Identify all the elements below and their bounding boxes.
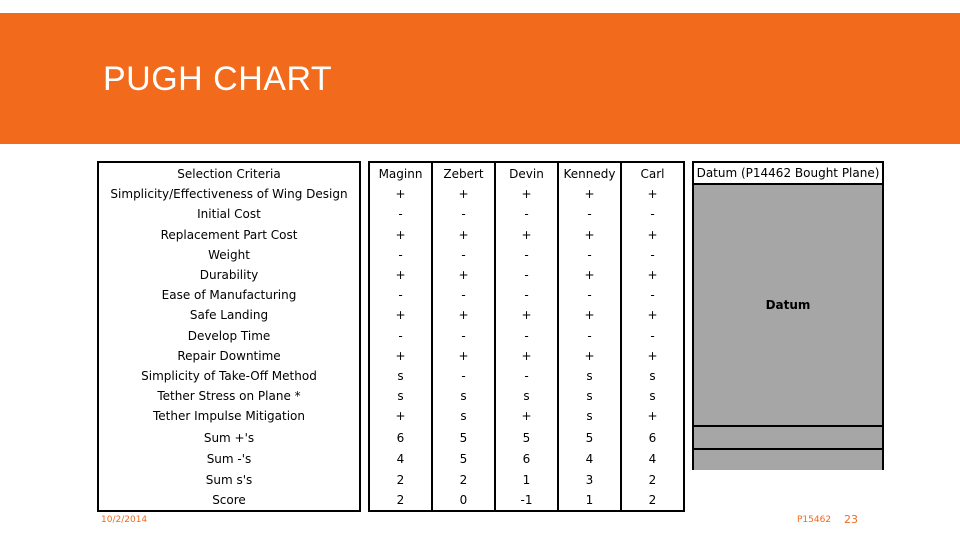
column-gap bbox=[360, 470, 369, 490]
column-gap bbox=[684, 426, 693, 448]
option-header: Maginn bbox=[369, 162, 432, 184]
rating-cell: - bbox=[621, 204, 684, 224]
rating-cell: - bbox=[369, 204, 432, 224]
column-gap bbox=[684, 470, 693, 490]
column-gap bbox=[684, 449, 693, 470]
criterion-label: Weight bbox=[98, 245, 360, 265]
rating-cell: + bbox=[432, 225, 495, 245]
sum-label: Score bbox=[98, 490, 360, 511]
sum-value: 6 bbox=[621, 426, 684, 448]
header-row bbox=[98, 162, 883, 184]
footer-project-code: P15462 bbox=[797, 515, 832, 525]
datum-blank-cell bbox=[693, 470, 883, 490]
sum-value: 3 bbox=[558, 470, 621, 490]
column-gap bbox=[360, 245, 369, 265]
column-gap bbox=[360, 225, 369, 245]
datum-cell: Datum bbox=[693, 184, 883, 426]
criterion-label: Safe Landing bbox=[98, 305, 360, 325]
column-gap bbox=[684, 245, 693, 265]
column-gap bbox=[360, 386, 369, 406]
column-gap bbox=[684, 406, 693, 426]
sum-value: 2 bbox=[621, 490, 684, 511]
rating-cell: + bbox=[558, 184, 621, 204]
rating-cell: - bbox=[495, 326, 558, 346]
sum-row bbox=[98, 426, 883, 448]
column-gap bbox=[684, 490, 693, 511]
sum-value: 2 bbox=[621, 470, 684, 490]
rating-cell: - bbox=[495, 366, 558, 386]
rating-cell: s bbox=[558, 386, 621, 406]
rating-cell: - bbox=[432, 366, 495, 386]
rating-cell: - bbox=[432, 245, 495, 265]
column-gap bbox=[360, 490, 369, 511]
rating-cell: - bbox=[558, 245, 621, 265]
rating-cell: + bbox=[558, 305, 621, 325]
criteria-header: Selection Criteria bbox=[98, 162, 360, 184]
column-gap bbox=[360, 162, 369, 184]
column-gap bbox=[360, 265, 369, 285]
column-gap bbox=[684, 225, 693, 245]
criterion-label: Simplicity of Take-Off Method bbox=[98, 366, 360, 386]
column-gap bbox=[684, 305, 693, 325]
rating-cell: - bbox=[495, 285, 558, 305]
footer-date: 10/2/2014 bbox=[101, 515, 148, 525]
rating-cell: s bbox=[369, 366, 432, 386]
rating-cell: + bbox=[495, 305, 558, 325]
rating-cell: + bbox=[621, 265, 684, 285]
rating-cell: + bbox=[495, 346, 558, 366]
sum-value: 2 bbox=[369, 470, 432, 490]
criterion-label: Durability bbox=[98, 265, 360, 285]
sum-row bbox=[98, 490, 883, 511]
sum-value: 0 bbox=[432, 490, 495, 511]
criterion-label: Initial Cost bbox=[98, 204, 360, 224]
rating-cell: - bbox=[432, 326, 495, 346]
rating-cell: - bbox=[558, 285, 621, 305]
rating-cell: + bbox=[369, 265, 432, 285]
sum-value: 2 bbox=[432, 470, 495, 490]
column-gap bbox=[684, 285, 693, 305]
option-header: Devin bbox=[495, 162, 558, 184]
column-gap bbox=[684, 346, 693, 366]
column-gap bbox=[360, 326, 369, 346]
rating-cell: - bbox=[495, 204, 558, 224]
column-gap bbox=[360, 305, 369, 325]
slide-title: PUGH CHART bbox=[103, 60, 333, 98]
sum-value: 4 bbox=[621, 449, 684, 470]
sum-label: Sum -'s bbox=[98, 449, 360, 470]
rating-cell: - bbox=[558, 326, 621, 346]
column-gap bbox=[360, 449, 369, 470]
sum-value: 4 bbox=[369, 449, 432, 470]
datum-sum-cell bbox=[693, 426, 883, 448]
rating-cell: s bbox=[621, 366, 684, 386]
criterion-label: Tether Impulse Mitigation bbox=[98, 406, 360, 426]
sum-value: 2 bbox=[369, 490, 432, 511]
rating-cell: + bbox=[621, 225, 684, 245]
column-gap bbox=[684, 386, 693, 406]
rating-cell: + bbox=[621, 184, 684, 204]
rating-cell: - bbox=[558, 204, 621, 224]
rating-cell: - bbox=[369, 245, 432, 265]
page-number: 23 bbox=[844, 513, 858, 526]
sum-value: 5 bbox=[432, 449, 495, 470]
rating-cell: - bbox=[369, 326, 432, 346]
criterion-label: Develop Time bbox=[98, 326, 360, 346]
column-gap bbox=[360, 346, 369, 366]
sum-value: 6 bbox=[495, 449, 558, 470]
column-gap bbox=[360, 285, 369, 305]
rating-cell: s bbox=[432, 386, 495, 406]
rating-cell: - bbox=[432, 204, 495, 224]
column-gap bbox=[684, 204, 693, 224]
rating-cell: + bbox=[369, 406, 432, 426]
rating-cell: - bbox=[369, 285, 432, 305]
column-gap bbox=[684, 366, 693, 386]
sum-value: 1 bbox=[558, 490, 621, 511]
criterion-label: Repair Downtime bbox=[98, 346, 360, 366]
rating-cell: + bbox=[495, 406, 558, 426]
criterion-label: Replacement Part Cost bbox=[98, 225, 360, 245]
rating-cell: + bbox=[432, 184, 495, 204]
column-gap bbox=[684, 184, 693, 204]
rating-cell: + bbox=[432, 305, 495, 325]
sum-value: 1 bbox=[495, 470, 558, 490]
datum-blank-cell bbox=[693, 490, 883, 511]
sum-value: -1 bbox=[495, 490, 558, 511]
rating-cell: + bbox=[621, 305, 684, 325]
column-gap bbox=[360, 204, 369, 224]
rating-cell: s bbox=[369, 386, 432, 406]
column-gap bbox=[684, 326, 693, 346]
rating-cell: s bbox=[621, 386, 684, 406]
criteria-row bbox=[98, 184, 883, 204]
rating-cell: + bbox=[495, 184, 558, 204]
sum-label: Sum s's bbox=[98, 470, 360, 490]
rating-cell: + bbox=[495, 225, 558, 245]
sum-row bbox=[98, 470, 883, 490]
rating-cell: s bbox=[558, 406, 621, 426]
sum-value: 5 bbox=[495, 426, 558, 448]
datum-sum-cell bbox=[693, 449, 883, 470]
option-header: Zebert bbox=[432, 162, 495, 184]
option-header: Carl bbox=[621, 162, 684, 184]
rating-cell: + bbox=[369, 225, 432, 245]
column-gap bbox=[360, 184, 369, 204]
column-gap bbox=[684, 162, 693, 184]
rating-cell: + bbox=[621, 406, 684, 426]
rating-cell: + bbox=[558, 346, 621, 366]
rating-cell: - bbox=[495, 245, 558, 265]
criterion-label: Tether Stress on Plane * bbox=[98, 386, 360, 406]
datum-header: Datum (P14462 Bought Plane) bbox=[693, 162, 883, 184]
rating-cell: - bbox=[432, 285, 495, 305]
pugh-chart-table bbox=[97, 161, 884, 512]
option-header: Kennedy bbox=[558, 162, 621, 184]
rating-cell: + bbox=[558, 265, 621, 285]
column-gap bbox=[360, 406, 369, 426]
sum-value: 5 bbox=[558, 426, 621, 448]
column-gap bbox=[360, 426, 369, 448]
rating-cell: + bbox=[621, 346, 684, 366]
rating-cell: s bbox=[558, 366, 621, 386]
column-gap bbox=[360, 366, 369, 386]
rating-cell: + bbox=[369, 346, 432, 366]
rating-cell: - bbox=[495, 265, 558, 285]
rating-cell: + bbox=[432, 346, 495, 366]
rating-cell: - bbox=[621, 245, 684, 265]
sum-row bbox=[98, 449, 883, 470]
rating-cell: - bbox=[621, 326, 684, 346]
rating-cell: s bbox=[495, 386, 558, 406]
sum-label: Sum +'s bbox=[98, 426, 360, 448]
sum-value: 6 bbox=[369, 426, 432, 448]
rating-cell: - bbox=[621, 285, 684, 305]
sum-value: 5 bbox=[432, 426, 495, 448]
rating-cell: + bbox=[369, 305, 432, 325]
rating-cell: + bbox=[432, 265, 495, 285]
column-gap bbox=[684, 265, 693, 285]
sum-value: 4 bbox=[558, 449, 621, 470]
rating-cell: s bbox=[432, 406, 495, 426]
rating-cell: + bbox=[369, 184, 432, 204]
criterion-label: Simplicity/Effectiveness of Wing Design bbox=[98, 184, 360, 204]
rating-cell: + bbox=[558, 225, 621, 245]
criterion-label: Ease of Manufacturing bbox=[98, 285, 360, 305]
